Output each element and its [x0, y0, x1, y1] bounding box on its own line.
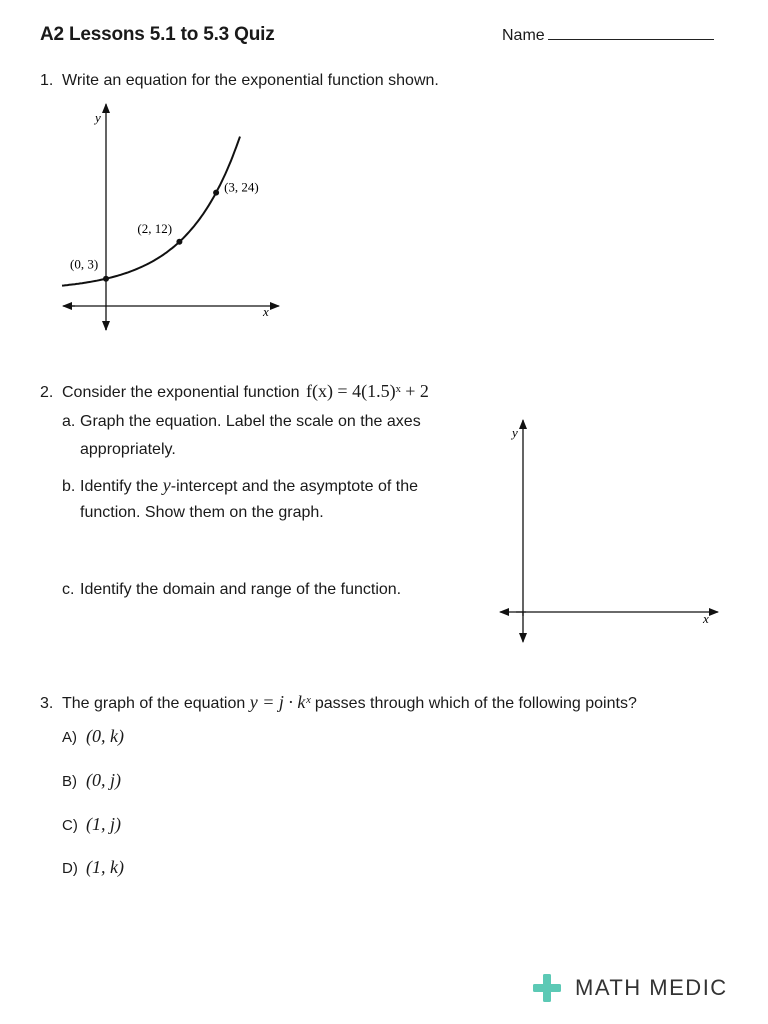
option-b-value: (0, j): [86, 770, 121, 790]
question-2b-text-post: -intercept and the asymptote of the: [170, 478, 418, 495]
q2-y-axis-label: y: [512, 425, 518, 440]
option-a-label: A): [62, 729, 77, 746]
question-1: [40, 71, 439, 91]
question-2b-label: b.: [62, 478, 76, 495]
question-2-text: Consider the exponential function: [62, 384, 300, 401]
question-2a-text-1: Graph the equation. Label the scale on the axes: [80, 413, 421, 430]
math-medic-cross-icon: [532, 972, 564, 1004]
q1-point-label-0: (0, 3): [70, 256, 99, 272]
q1-y-axis-label: y: [95, 110, 101, 125]
question-2a-cont: appropriately.: [80, 441, 176, 458]
question-2b-var: y: [162, 475, 171, 495]
option-c-label: C): [62, 817, 78, 834]
q1-point-label-1: (2, 12): [137, 220, 173, 236]
option-a[interactable]: [62, 726, 124, 747]
q1-exponential-graph: [55, 98, 295, 338]
question-3-text-pre: The graph of the equation: [62, 695, 246, 712]
question-2c-text: Identify the domain and range of the function.: [80, 581, 402, 598]
question-2-number: 2.: [40, 384, 54, 401]
q2-blank-graph: [496, 416, 726, 648]
math-medic-logo-text: MATH MEDIC: [575, 975, 728, 1000]
q1-point-0: [103, 276, 109, 282]
question-2b-cont: function. Show them on the graph.: [80, 504, 324, 521]
q1-point-1: [176, 239, 182, 245]
question-3-number: 3.: [40, 695, 54, 712]
name-blank-line: [548, 25, 714, 40]
quiz-title: A2 Lessons 5.1 to 5.3 Quiz: [40, 24, 275, 45]
question-2-equation: f(x) = 4(1.5)ˣ + 2: [305, 381, 429, 401]
option-d[interactable]: [62, 857, 124, 878]
question-3-equation: y = j · kˣ: [249, 692, 311, 712]
question-2c-label: c.: [62, 581, 75, 598]
question-2b: [62, 471, 418, 501]
option-d-value: (1, k): [86, 857, 124, 877]
option-a-value: (0, k): [86, 726, 124, 746]
option-d-label: D): [62, 860, 78, 877]
question-3: [40, 692, 637, 714]
question-3-text-post: passes through which of the following points?: [314, 695, 637, 712]
option-c-value: (1, j): [86, 814, 121, 834]
name-field: [502, 25, 714, 45]
option-b-label: B): [62, 773, 77, 790]
option-c[interactable]: [62, 814, 121, 835]
question-2a: [62, 408, 421, 436]
question-2c: [62, 576, 401, 604]
question-2b-text-pre: Identify the: [80, 478, 159, 495]
q1-point-label-2: (3, 24): [224, 179, 259, 195]
q1-x-axis-label: x: [263, 304, 269, 319]
option-b[interactable]: [62, 770, 121, 791]
name-label: Name: [502, 27, 545, 44]
question-1-text: Write an equation for the exponential function shown.: [62, 72, 439, 89]
q1-point-2: [213, 190, 219, 196]
q2-x-axis-label: x: [703, 611, 709, 626]
question-2a-label: a.: [62, 413, 76, 430]
question-1-number: 1.: [40, 72, 54, 89]
question-2: [40, 381, 429, 403]
